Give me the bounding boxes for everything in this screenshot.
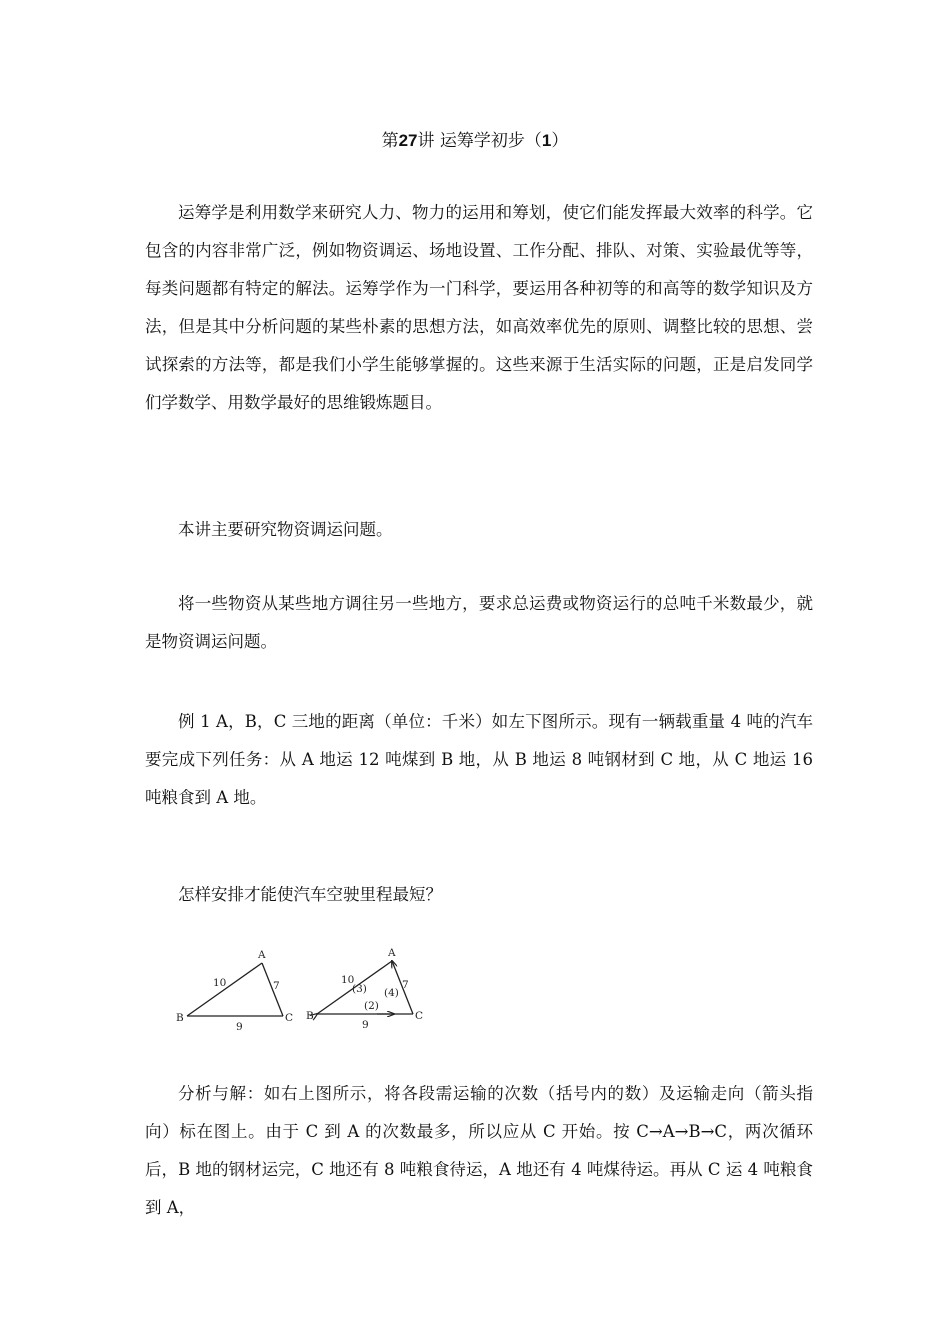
right-vertex-a: A	[388, 947, 396, 959]
right-count-bc: (2)	[364, 1000, 379, 1012]
title-prefix: 第	[381, 131, 399, 151]
example-paragraph: 例 1 A，B，C 三地的距离（单位：千米）如左下图所示。现有一辆载重量 4 吨的汽车要完成下列任务：从 A 地运 12 吨煤到 B 地，从 B 地运 8 吨钢材到 C 地，从 C 地运 16 吨粮食到 A 地。	[145, 712, 813, 807]
left-label-ac: 7	[273, 980, 280, 992]
right-triangle	[306, 947, 423, 1031]
question-paragraph: 怎样安排才能使汽车空驶里程最短？	[178, 885, 442, 904]
topic-paragraph: 本讲主要研究物资调运问题。	[178, 520, 393, 539]
title-text: 讲 运筹学初步（	[417, 131, 542, 151]
triangle-diagrams	[172, 944, 442, 1036]
left-vertex-b: B	[176, 1012, 184, 1024]
right-count-ab: (3)	[352, 983, 367, 995]
right-label-ab: 10	[341, 974, 355, 986]
title-close: ）	[551, 131, 569, 151]
left-vertex-c: C	[285, 1012, 294, 1024]
right-count-ca: (4)	[384, 987, 399, 999]
left-label-ab: 10	[213, 977, 227, 989]
title-part: 1	[541, 131, 552, 150]
left-triangle	[176, 949, 293, 1033]
left-vertex-a: A	[258, 949, 266, 961]
right-label-ac: 7	[402, 979, 409, 991]
left-edge-ab	[187, 963, 262, 1016]
analysis-paragraph: 分析与解：如右上图所示，将各段需运输的次数（括号内的数）及运输走向（箭头指向）标在图上。由于 C 到 A 的次数最多，所以应从 C 开始。按 C→A→B→C，两次循环后，B 地的钢材运完，C 地还有 8 吨粮食待运，A 地还有 4 吨煤待运。再从 C 运 4 吨粮食到 A，	[145, 1084, 813, 1217]
page-title	[0, 128, 950, 154]
right-vertex-c: C	[415, 1010, 424, 1022]
intro-paragraph: 运筹学是利用数学来研究人力、物力的运用和筹划，使它们能发挥最大效率的科学。它包含的内容非常广泛，例如物资调运、场地设置、工作分配、排队、对策、实验最优等等，每类问题都有特定的解法。运筹学作为一门科学，要运用各种初等的和高等的数学知识及方法，但是其中分析问题的某些朴素的思想方法，如高效率优先的原则、调整比较的思想、尝试探索的方法等，都是我们小学生能够掌握的。这些来源于生活实际的问题，正是启发同学们学数学、用数学最好的思维锻炼题目。	[145, 203, 813, 412]
right-label-bc: 9	[362, 1019, 369, 1031]
right-vertex-b: B	[306, 1010, 314, 1022]
left-label-bc: 9	[236, 1021, 243, 1033]
definition-paragraph: 将一些物资从某些地方调往另一些地方，要求总运费或物资运行的总吨千米数最少，就是物资调运问题。	[145, 594, 813, 651]
title-number: 27	[398, 131, 418, 150]
